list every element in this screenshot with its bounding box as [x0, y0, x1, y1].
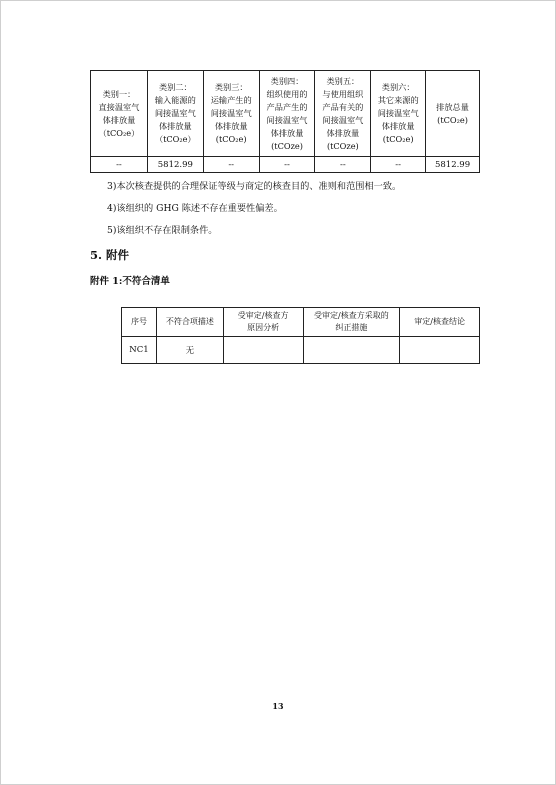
header-line: 受审定/核查方 [237, 311, 289, 320]
paragraph-assurance-level: 3)本次核查提供的合理保证等级与商定的核查目的、准则和范围相一致。 [107, 181, 402, 192]
header-line: 体排放量 [214, 121, 248, 131]
header-cell [259, 71, 315, 157]
header-line: 类别四： [270, 75, 304, 86]
header-cell [91, 71, 148, 157]
header-line: 纠正措施 [335, 323, 368, 332]
header-line: 产品有关的 [322, 101, 364, 112]
header-line: 不符合项描述 [165, 317, 214, 326]
table-cell: 5812.99 [147, 157, 203, 173]
header-cell [303, 308, 400, 337]
header-line: (tCO₂e) [437, 114, 468, 125]
table-row [122, 337, 480, 364]
header-line: 间接温室气 [377, 108, 419, 118]
header-cell [426, 71, 480, 157]
ghg-emissions-table [90, 70, 480, 173]
header-line: 排放总量 [436, 101, 469, 112]
header-line: 间接温室气 [154, 108, 196, 118]
header-cell [315, 71, 371, 157]
header-line: （tCO₂e） [154, 134, 196, 144]
header-cell [400, 308, 480, 337]
header-line: 体排放量 [381, 121, 415, 131]
table-cell: 5812.99 [426, 157, 480, 173]
header-line: 输入能源的 [154, 95, 196, 105]
table-header-row [122, 308, 480, 337]
header-cell [147, 71, 203, 157]
header-line: 与使用组织 [322, 88, 364, 99]
table-row [91, 157, 480, 173]
table-cell: NC1 [122, 337, 157, 364]
header-line: 类别五： [326, 75, 360, 86]
header-cell [371, 71, 426, 157]
header-line: 其它来源的 [377, 95, 419, 105]
header-line: (tCOze) [271, 140, 303, 151]
header-line: 类别一： [102, 88, 136, 99]
table-cell: -- [91, 157, 148, 173]
header-line: (tCO₂e) [215, 134, 247, 144]
table-cell: 无 [156, 337, 223, 364]
header-line: 体排放量 [326, 127, 360, 138]
header-line: (tCOze) [326, 140, 359, 151]
header-line: 类别六： [381, 82, 415, 92]
table-cell [303, 337, 400, 364]
table-cell [400, 337, 480, 364]
table-cell [223, 337, 303, 364]
annex-title: 附件 1:不符合清单 [90, 276, 170, 287]
header-line: 体排放量 [270, 127, 304, 138]
header-line: 间接温室气 [210, 108, 252, 118]
header-line: 受审定/核查方采取的 [314, 311, 389, 320]
header-cell [223, 308, 303, 337]
header-line: 体排放量 [102, 114, 136, 125]
table-header-row [91, 71, 480, 157]
nonconformity-table [121, 307, 480, 364]
header-line: 原因分析 [247, 323, 280, 332]
header-line: 序号 [130, 317, 147, 326]
section-title: 5. 附件 [90, 248, 130, 262]
header-line: 运输产生的 [210, 95, 252, 105]
header-line: （tCO₂e） [98, 127, 140, 138]
table-cell: -- [203, 157, 259, 173]
header-cell [122, 308, 157, 337]
paragraph-limitations: 5)该组织不存在限制条件。 [107, 225, 218, 236]
header-line: 间接温室气 [322, 114, 364, 125]
header-line: 审定/核查结论 [414, 317, 465, 326]
header-cell [156, 308, 223, 337]
header-line: (tCO₂e) [382, 134, 414, 144]
header-line: 类别二： [158, 82, 192, 92]
table-cell: -- [259, 157, 315, 173]
header-line: 组织使用的 [266, 88, 308, 99]
table-cell: -- [315, 157, 371, 173]
header-line: 间接温室气 [266, 114, 308, 125]
paragraph-materiality: 4)该组织的 GHG 陈述不存在重要性偏差。 [107, 203, 283, 214]
table-cell: -- [371, 157, 426, 173]
header-line: 直接温室气 [98, 101, 140, 112]
page-number: 13 [272, 701, 284, 711]
header-line: 体排放量 [158, 121, 192, 131]
header-line: 类别三： [214, 82, 248, 92]
header-line: 产品产生的 [266, 101, 308, 112]
header-cell [203, 71, 259, 157]
